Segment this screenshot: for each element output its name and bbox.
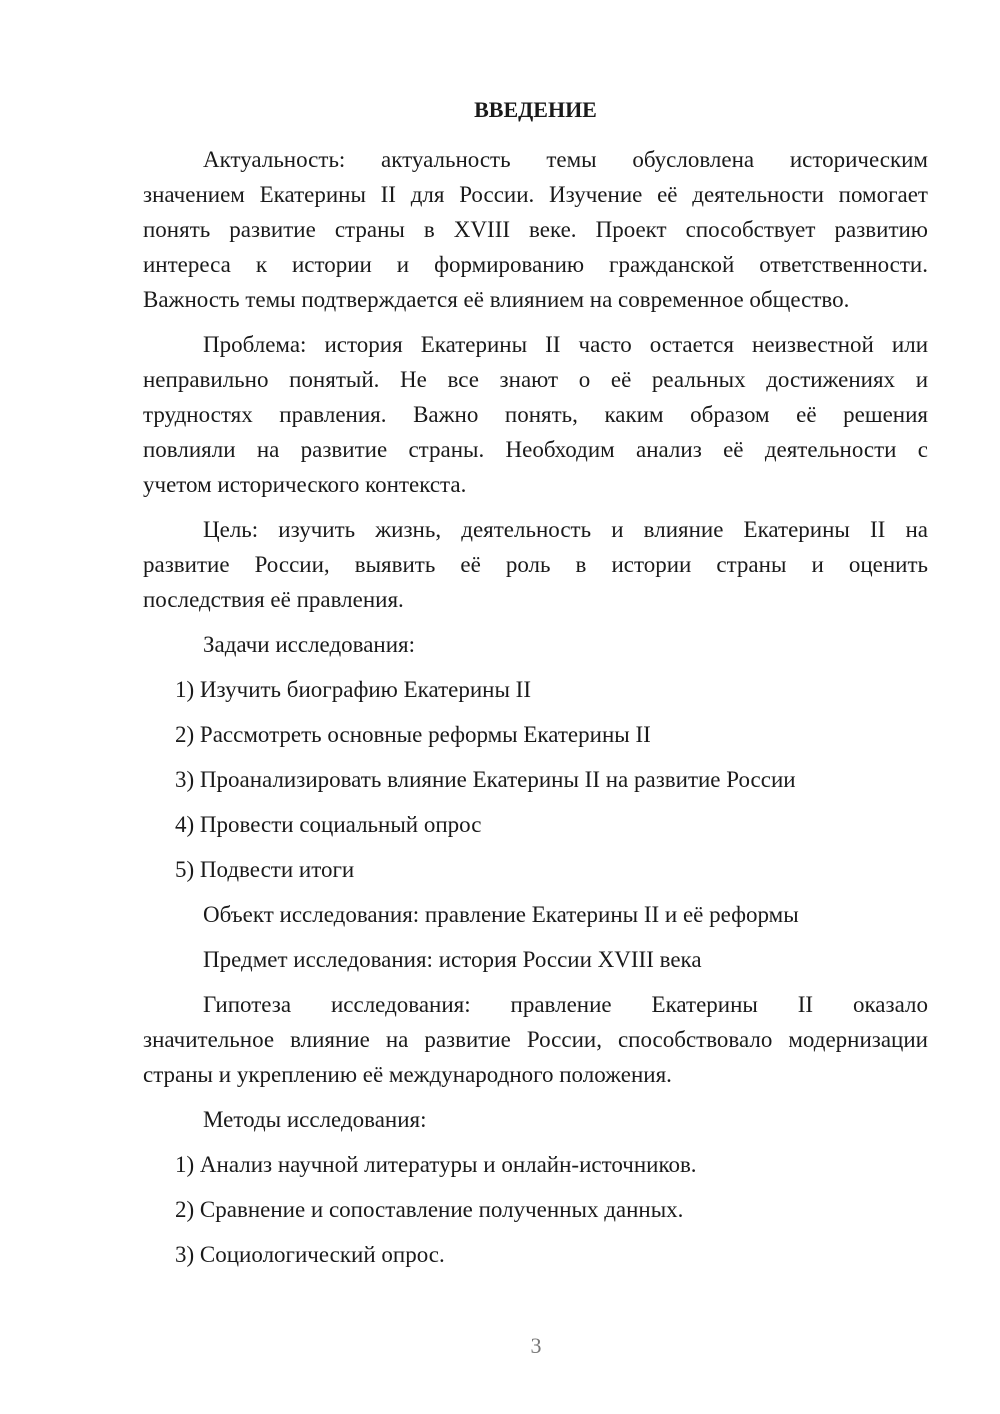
paragraph	[143, 942, 928, 977]
text-line: неправильно понятый. Не все знают о её реальных достижениях и	[143, 367, 928, 392]
paragraph	[143, 897, 928, 932]
text-line: 2) Сравнение и сопоставление полученных данных.	[175, 1197, 684, 1222]
list-item	[143, 852, 928, 887]
text-line: трудностях правления. Важно понять, каким образом её решения	[143, 402, 928, 427]
text-line: понять развитие страны в XVIII веке. Проект способствует развитию	[143, 217, 928, 242]
text-line: последствия её правления.	[143, 587, 404, 612]
text-line: 3) Социологический опрос.	[175, 1242, 445, 1267]
page-number: 3	[530, 1333, 542, 1358]
list-item	[143, 1237, 928, 1272]
paragraph	[143, 627, 928, 662]
text-line: Важность темы подтверждается её влиянием на современное общество.	[143, 287, 850, 312]
paragraph	[143, 512, 928, 617]
list-item	[143, 762, 928, 797]
paragraph	[143, 1102, 928, 1137]
list-item	[143, 1147, 928, 1182]
list-item	[143, 1192, 928, 1227]
text-line: Задачи исследования:	[203, 632, 416, 657]
list-item	[143, 807, 928, 842]
text-line: развитие России, выявить её роль в истории страны и оценить	[143, 552, 928, 577]
document-body	[143, 142, 928, 1272]
document-page	[143, 92, 928, 1272]
list-item	[143, 672, 928, 707]
text-line: 3) Проанализировать влияние Екатерины II на развитие России	[175, 767, 796, 792]
text-line: Гипотеза исследования: правление Екатерины II оказало	[203, 992, 928, 1017]
text-line: Объект исследования: правление Екатерины II и её реформы	[203, 902, 799, 927]
section-title: ВВЕДЕНИЕ	[474, 97, 597, 122]
paragraph	[143, 987, 928, 1092]
text-line: Цель: изучить жизнь, деятельность и влияние Екатерины II на	[203, 517, 928, 542]
text-line: учетом исторического контекста.	[143, 472, 467, 497]
text-line: Методы исследования:	[203, 1107, 427, 1132]
paragraph	[143, 327, 928, 502]
text-line: Проблема: история Екатерины II часто остается неизвестной или	[203, 332, 928, 357]
text-line: 5) Подвести итоги	[175, 857, 355, 882]
text-line: 4) Провести социальный опрос	[175, 812, 482, 837]
text-line: повлияли на развитие страны. Необходим анализ её деятельности с	[143, 437, 928, 462]
text-line: значением Екатерины II для России. Изучение её деятельности помогает	[143, 182, 928, 207]
text-line: страны и укреплению её международного положения.	[143, 1062, 672, 1087]
text-line: 1) Анализ научной литературы и онлайн-источников.	[175, 1152, 697, 1177]
text-line: 2) Рассмотреть основные реформы Екатерины II	[175, 722, 651, 747]
text-line: значительное влияние на развитие России, способствовало модернизации	[143, 1027, 928, 1052]
paragraph	[143, 142, 928, 317]
text-line: интереса к истории и формированию гражданской ответственности.	[143, 252, 928, 277]
text-line: 1) Изучить биографию Екатерины II	[175, 677, 531, 702]
text-line: Предмет исследования: история России XVIII века	[203, 947, 702, 972]
list-item	[143, 717, 928, 752]
text-line: Актуальность: актуальность темы обусловлена историческим	[203, 147, 928, 172]
